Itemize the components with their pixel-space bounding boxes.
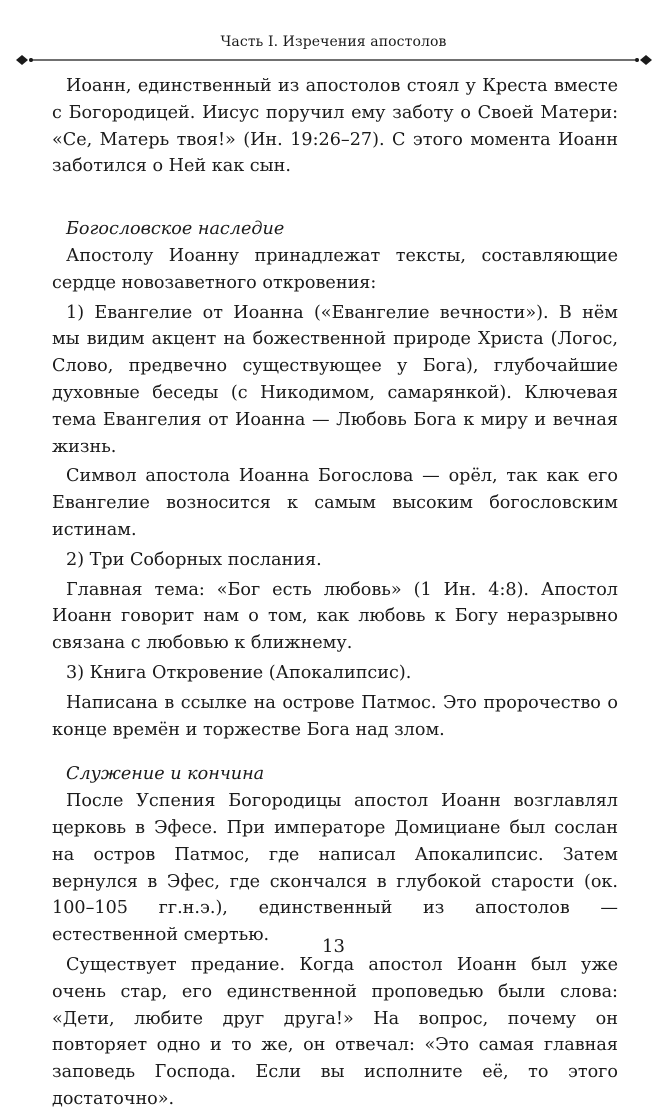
- page-number: 13: [322, 936, 345, 957]
- paragraph-gospel: 1) Евангелие от Иоанна («Евангелие вечности»). В нём мы видим акцент на божественной природе Христа (Логос, Слово, предвечно существующее у Бога), глубочайшие духовные беседы (с Никодимом, самарянкой). Ключевая тема Евангелия от Иоанна — Любовь Бога к миру и вечная жизнь.: [52, 302, 618, 457]
- paragraph-epistles: 2) Три Соборных послания.: [66, 549, 322, 570]
- paragraph-ephesus: После Успения Богородицы апостол Иоанн возглавлял церковь в Эфесе. При императоре Домициане был сослан на остров Патмос, где написал Апокалипсис. Затем вернулся в Эфес, где скончался в глубокой старости (ок. 100–105 гг.н.э.), единственный из апостолов — естественной смертью.: [52, 791, 618, 946]
- paragraph-texts-intro: Апостолу Иоанну принадлежат тексты, составляющие сердце новозаветного откровения:: [52, 245, 618, 293]
- paragraph-eagle-symbol: Символ апостола Иоанна Богослова — орёл, так как его Евангелие возносится к самым высоким богословским истинам.: [52, 466, 618, 540]
- section-heading-ministry: Служение и кончина: [66, 764, 265, 785]
- section-heading-theology: Богословское наследие: [66, 219, 285, 240]
- paragraph-tradition: Существует предание. Когда апостол Иоанн был уже очень стар, его единственной проповедью были слова: «Дети, любите друг друга!» На вопрос, почему он повторяет одно и то же, он отвечал: «Это самая главная заповедь Господа. Если вы исполните её, то этого достаточно».: [52, 954, 618, 1109]
- paragraph-cross: Иоанн, единственный из апостолов стоял у Креста вместе с Богородицей. Иисус поручил ему заботу о Своей Матери: «Се, Матерь твоя!» (Ин. 19:26–27). С этого момента Иоанн заботился о Ней как сын.: [52, 76, 618, 177]
- paragraph-revelation: 3) Книга Откровение (Апокалипсис).: [66, 662, 412, 683]
- paragraph-god-is-love: Главная тема: «Бог есть любовь» (1 Ин. 4:8). Апостол Иоанн говорит нам о том, как любовь к Богу неразрывно связана с любовью к ближнему.: [52, 579, 618, 654]
- paragraph-patmos: Написана в ссылке на острове Патмос. Это пророчество о конце времён и торжестве Бога над злом.: [52, 692, 618, 740]
- ornament-rule-icon: [14, 54, 654, 66]
- running-head: Часть I. Изречения апостолов: [220, 34, 447, 50]
